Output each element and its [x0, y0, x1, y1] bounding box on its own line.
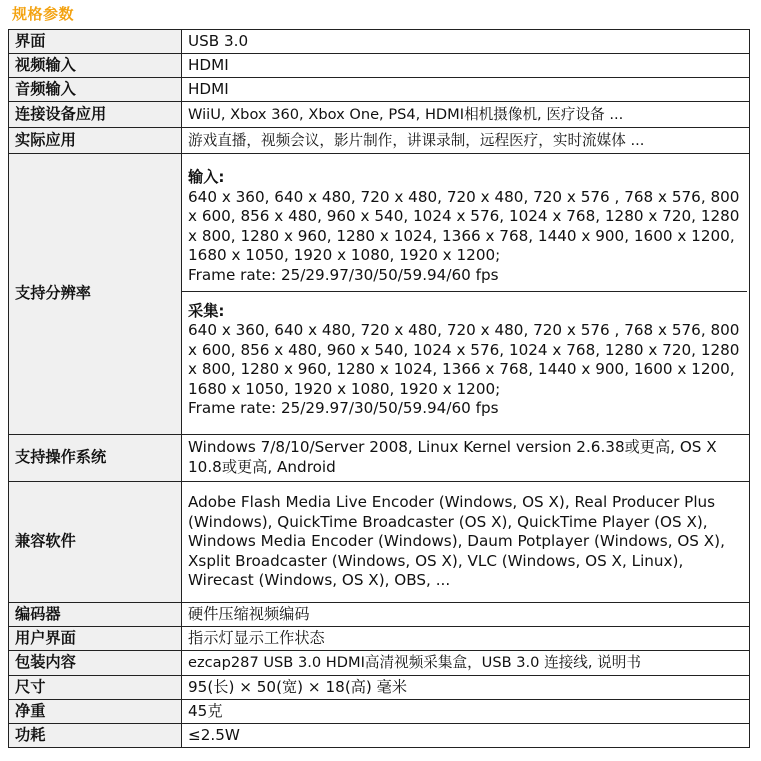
capture-label: 采集: — [188, 301, 225, 320]
row-value: WiiU, Xbox 360, Xbox One, PS4, HDMI相机摄像机, 医疗设备 ... — [182, 102, 750, 128]
table-row — [9, 30, 750, 54]
table-row — [9, 651, 750, 676]
row-label: 实际应用 — [9, 128, 182, 154]
row-label: 连接设备应用 — [9, 102, 182, 128]
row-label: 支持分辨率 — [9, 154, 182, 435]
row-value: Adobe Flash Media Live Encoder (Windows, OS X), Real Producer Plus (Windows), QuickTime Broadcaster (OS X), QuickTime Player (OS X), Windows Media Encoder (Windows), Daum Potplayer (Windows, OS X), Xsplit Broadcaster (Windows, OS X), VLC (Windows, OS X, Linux), Wirecast (Windows, OS X), OBS, ... — [182, 482, 750, 603]
row-value: USB 3.0 — [182, 30, 750, 54]
row-value: 95(长) × 50(宽) × 18(高) 毫米 — [182, 676, 750, 700]
row-label: 兼容软件 — [9, 482, 182, 603]
table-row — [9, 435, 750, 482]
row-value: HDMI — [182, 78, 750, 102]
table-row — [9, 627, 750, 651]
row-value: 45克 — [182, 700, 750, 724]
row-label: 支持操作系统 — [9, 435, 182, 482]
page-title: 规格参数 — [12, 5, 75, 23]
capture-resolution-block — [188, 292, 743, 425]
row-value: 游戏直播，视频会议，影片制作，讲课录制，远程医疗，实时流媒体 ... — [182, 128, 750, 154]
row-value: HDMI — [182, 54, 750, 78]
resolution-cell — [182, 154, 750, 435]
capture-framerate: Frame rate: 25/29.97/30/50/59.94/60 fps — [188, 399, 499, 418]
row-label: 编码器 — [9, 603, 182, 627]
input-framerate: Frame rate: 25/29.97/30/50/59.94/60 fps — [188, 265, 499, 284]
table-row — [9, 700, 750, 724]
table-row — [9, 154, 750, 435]
capture-resolutions: 640 x 360, 640 x 480, 720 x 480, 720 x 480, 720 x 576 , 768 x 576, 800 x 600, 856 x 480, 960 x 540, 1024 x 576, 1024 x 768, 1280 x 720, 1280 x 800, 1280 x 960, 1280 x 1024, 1366 x 768, 1440 x 900, 1600 x 1200, 1680 x 1050, 1920 x 1080, 1920 x 1200; — [188, 321, 740, 398]
row-label: 界面 — [9, 30, 182, 54]
input-resolution-block — [188, 164, 743, 291]
row-label: 包装内容 — [9, 651, 182, 676]
row-label: 功耗 — [9, 724, 182, 748]
table-row — [9, 102, 750, 128]
spec-table — [8, 29, 750, 748]
table-row — [9, 78, 750, 102]
table-row — [9, 676, 750, 700]
row-label: 用户界面 — [9, 627, 182, 651]
row-value: Windows 7/8/10/Server 2008, Linux Kernel version 2.6.38或更高, OS X 10.8或更高, Android — [182, 435, 750, 482]
row-value: ezcap287 USB 3.0 HDMI高清视频采集盒，USB 3.0 连接线, 说明书 — [182, 651, 750, 676]
row-label: 尺寸 — [9, 676, 182, 700]
input-resolutions: 640 x 360, 640 x 480, 720 x 480, 720 x 480, 720 x 576 , 768 x 576, 800 x 600, 856 x 480, 960 x 540, 1024 x 576, 1024 x 768, 1280 x 720, 1280 x 800, 1280 x 960, 1280 x 1024, 1366 x 768, 1440 x 900, 1600 x 1200, 1680 x 1050, 1920 x 1080, 1920 x 1200; — [188, 187, 740, 265]
table-row — [9, 603, 750, 627]
row-value: 硬件压缩视频编码 — [182, 603, 750, 627]
table-row — [9, 128, 750, 154]
row-value: ≤2.5W — [182, 724, 750, 748]
table-row — [9, 54, 750, 78]
input-label: 输入: — [188, 167, 225, 186]
row-label: 净重 — [9, 700, 182, 724]
table-row — [9, 482, 750, 603]
row-label: 视频输入 — [9, 54, 182, 78]
row-label: 音频输入 — [9, 78, 182, 102]
table-row — [9, 724, 750, 748]
row-value: 指示灯显示工作状态 — [182, 627, 750, 651]
